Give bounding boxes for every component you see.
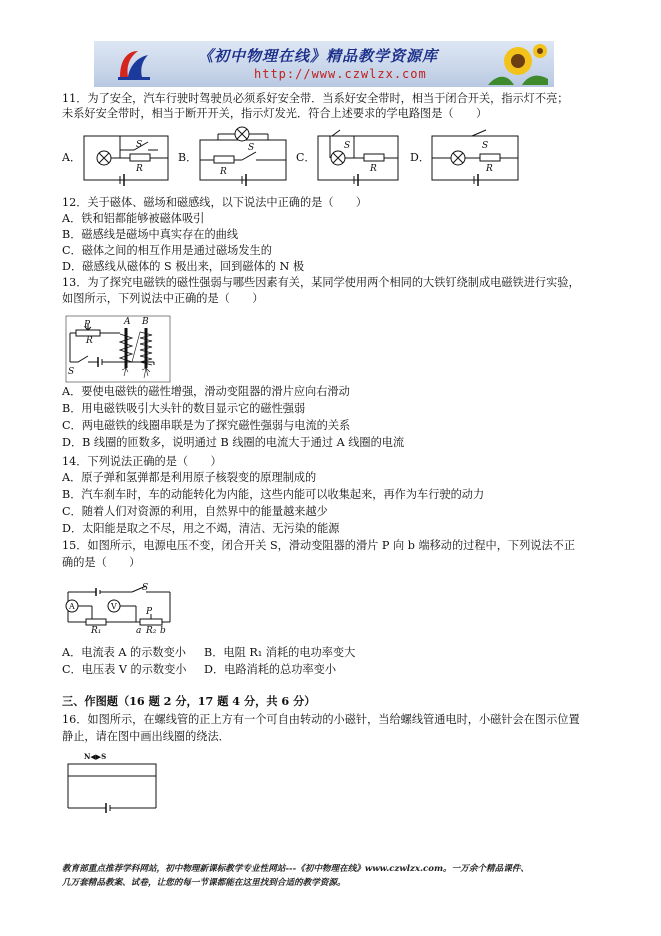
q14-option-a: A．原子弹和氢弹都是利用原子核裂变的原理制成的 [62, 471, 317, 484]
q11-d-resistor-label: R [486, 164, 493, 174]
q15-ammeter-label: A [69, 602, 75, 611]
q11-stem-line2: 未系好安全带时，相当于断开开关，指示灯发光．符合上述要求的学电路图是（ ） [62, 107, 488, 120]
header-banner [94, 41, 554, 87]
q11-stem-line1: 11．为了安全，汽车行驶时驾驶员必须系好安全带．当系好安全带时，相当于闭合开关，指示灯不亮； [62, 92, 569, 105]
q15-a-label: a [136, 626, 142, 636]
q13-b-label: B [142, 317, 149, 327]
q15-option-b: B．电阻 R₁ 消耗的电功率变大 [204, 646, 356, 659]
q15-r2-label: R₂ [146, 626, 157, 636]
q11-a-switch-label: S [136, 140, 143, 150]
q11-circuit-a [62, 128, 172, 186]
q13-s-label: S [68, 367, 75, 377]
q12-option-c: C．磁体之间的相互作用是通过磁场发生的 [62, 244, 272, 257]
q16-stem-line2: 静止，请在图中画出线圈的绕法． [62, 730, 230, 743]
q15-s-label: S [142, 583, 149, 593]
q11-a-resistor-label: R [136, 164, 143, 174]
q12-option-d: D．磁感线从磁体的 S 极出来，回到磁体的 N 极 [62, 260, 305, 273]
q11-option-a-label: A． [62, 151, 81, 164]
q12-stem: 12．关于磁体、磁场和磁感线，以下说法中正确的是（ ） [62, 196, 368, 209]
q11-option-b-label: B． [178, 151, 198, 164]
q16-needle-label: N◀▶S [84, 752, 107, 761]
banner-url[interactable]: http://www.czwlzx.com [254, 67, 427, 81]
q13-electromagnet-figure [62, 312, 174, 386]
footer-line1: 教育部重点推荐学科网站，初中物理新课标教学专业性网站---《初中物理在线》www.czwlzx.com。一万余个精品课件、 [62, 864, 529, 874]
q13-p-label: P [84, 320, 91, 330]
q13-option-c: C．两电磁铁的线圈串联是为了探究磁性强弱与电流的关系 [62, 419, 351, 432]
q11-option-c-label: C． [296, 151, 316, 164]
q13-option-d: D．B 线圈的匝数多，说明通过 B 线圈的电流大于通过 A 线圈的电流 [62, 436, 405, 449]
section3-heading: 三、作图题（16 题 2 分，17 题 4 分，共 6 分） [62, 694, 316, 708]
q15-option-a: A．电流表 A 的示数变小 [62, 646, 186, 659]
q11-circuit-c [296, 128, 402, 186]
q11-d-switch-label: S [482, 141, 489, 151]
q13-option-b: B．用电磁铁吸引大头针的数目显示它的磁性强弱 [62, 402, 306, 415]
q14-option-c: C．随着人们对资源的利用，自然界中的能量越来越少 [62, 505, 328, 518]
q11-c-switch-label: S [344, 141, 351, 151]
q12-option-a: A．铁和铝都能够被磁体吸引 [62, 212, 205, 225]
q16-stem-line1: 16．如图所示，在螺线管的正上方有一个可自由转动的小磁针，当给螺线管通电时，小磁针会在图示位置 [62, 713, 580, 726]
q15-r1-label: R₁ [91, 626, 102, 636]
q11-circuit-d [410, 128, 522, 186]
q13-r-label: R [86, 336, 93, 346]
q16-solenoid-figure [62, 750, 162, 812]
q15-b-label: b [160, 626, 166, 636]
q15-circuit-figure [62, 580, 174, 638]
q15-stem-line1: 15．如图所示，电源电压不变，闭合开关 S，滑动变阻器的滑片 P 向 b 端移动的过程中，下列说法不正 [62, 539, 576, 552]
q14-stem: 14．下列说法正确的是（ ） [62, 455, 222, 468]
q15-option-c: C．电压表 V 的示数变小 [62, 663, 187, 676]
q15-p-label: P [146, 607, 153, 617]
sunflower-icon [478, 43, 548, 85]
q11-c-resistor-label: R [370, 164, 377, 174]
logo-icon [114, 47, 154, 83]
q15-option-d: D．电路消耗的总功率变小 [204, 663, 337, 676]
q13-a-label: A [124, 317, 131, 327]
q12-option-b: B．磁感线是磁场中真实存在的曲线 [62, 228, 239, 241]
q11-b-switch-label: S [248, 143, 255, 153]
q13-stem-line2: 如图所示，下列说法中正确的是（ ） [62, 292, 264, 305]
q13-stem-line1: 13．为了探究电磁铁的磁性强弱与哪些因素有关，某同学使用两个相同的大铁钉绕制成电磁铁进行实验， [62, 276, 580, 289]
footer-line2: 几万套精品教案、试卷，让您的每一节课都能在这里找到合适的教学资源。 [62, 878, 346, 888]
banner-title: 《初中物理在线》精品教学资源库 [198, 47, 439, 65]
q11-option-d-label: D． [410, 151, 430, 164]
q15-voltmeter-label: V [111, 602, 117, 611]
q11-b-resistor-label: R [220, 167, 227, 177]
q14-option-d: D．太阳能是取之不尽，用之不竭，清洁、无污染的能源 [62, 522, 340, 535]
q11-circuit-b [178, 126, 290, 186]
q15-stem-line2: 确的是（ ） [62, 556, 141, 569]
q14-option-b: B．汽车刹车时，车的动能转化为内能，这些内能可以收集起来，再作为车行驶的动力 [62, 488, 485, 501]
q13-option-a: A．要使电磁铁的磁性增强，滑动变阻器的滑片应向右滑动 [62, 385, 350, 398]
